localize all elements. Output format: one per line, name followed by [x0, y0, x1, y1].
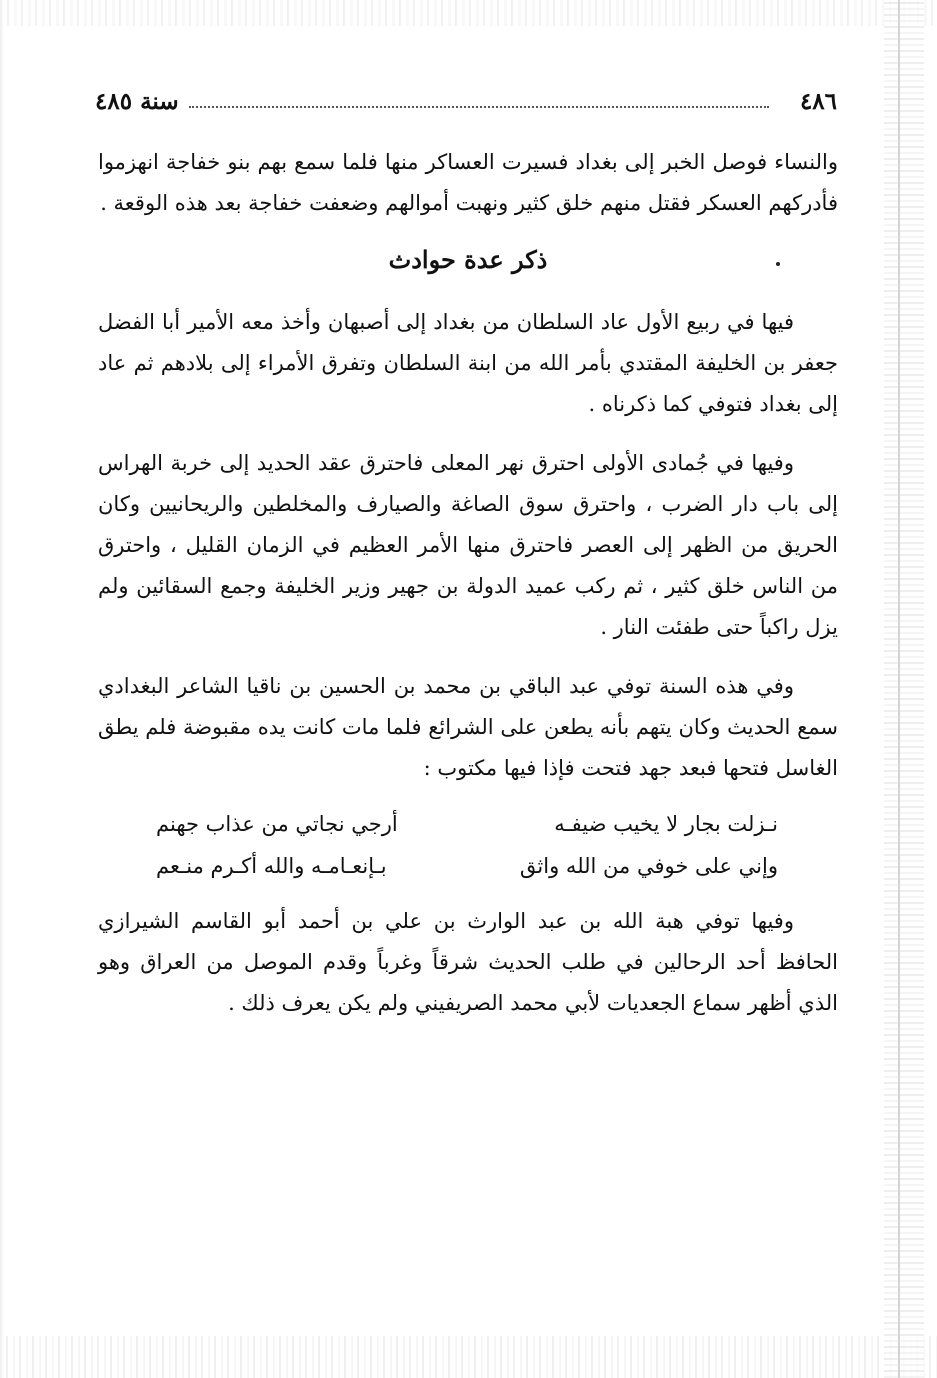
poem-line [98, 803, 838, 845]
page-number: ٤٨٦ [799, 88, 837, 115]
paragraph-gap [98, 425, 838, 443]
poem-hemistich-first: نـزلت بجار لا يخيب ضيفـه [554, 812, 778, 836]
poem-hemistich-first: وإني على خوفي من الله واثق [519, 854, 778, 878]
page-body [98, 142, 838, 1024]
scan-noise-right [884, 0, 924, 1378]
poem-hemistich-second: أرجي نجاتي من عذاب جهنم [156, 812, 398, 836]
paragraph-rabi: فيها في ربيع الأول عاد السلطان من بغداد إلى أصبهان وأخذ معه الأمير أبا الفضل جعفر بن الخليفة المقتدي بأمر الله من ابنة السلطان وتفرق الأمراء إلى بلادهم ثم عاد إلى بغداد فتوفي كما ذكرناه . [98, 310, 838, 416]
poem [98, 803, 838, 887]
scan-edge-left [0, 0, 4, 1378]
header-dotted-leader [189, 106, 769, 108]
intro-paragraph: والنساء فوصل الخبر إلى بغداد فسيرت العساكر منها فلما سمع بهم بنو خفاجة انهزموا فأدركهم العسكر فقتل منهم خلق كثير ونهبت أموالهم وضعفت خفاجة بعد هذه الوقعة . [98, 150, 838, 215]
section-heading: ذكر عدة حوادث [388, 245, 548, 274]
poem-hemistich-second: بـإنعـامـه والله أكـرم منـعم [156, 854, 387, 878]
paragraph-shirazi: وفيها توفي هبة الله بن عبد الوارث بن علي بن أحمد أبو القاسم الشيرازي الحافظ أحد الرحالين في طلب الحديث شرقاً وغرباً وقدم الموصل من العراق وهو الذي أظهر سماع الجعديات لأبي محمد الصريفيني ولم يكن يعرف ذلك . [98, 909, 838, 1015]
scan-noise-top [0, 0, 937, 26]
running-head: سنة ٤٨٥ [95, 88, 179, 115]
page-header [95, 88, 837, 124]
paragraph-fire: وفيها في جُمادى الأولى احترق نهر المعلى فاحترق عقد الحديد إلى خربة الهراس إلى باب دار الضرب ، واحترق سوق الصاغة والصيارف والمخلطين والريحانيين وكان الحريق من الظهر إلى العصر فاحترق منها الأمر العظيم في الزمان القليل ، واحترق من الناس خلق كثير ، ثم ركب عميد الدولة بن جهير وزير الخليفة وجمع السقائين ولم يزل راكباً حتى طفئت النار . [98, 451, 838, 639]
poem-line [98, 845, 838, 887]
paragraph-gap [98, 648, 838, 666]
paragraph-naqiya: وفي هذه السنة توفي عبد الباقي بن محمد بن الحسين بن ناقيا الشاعر البغدادي سمع الحديث وكان يتهم بأنه يطعن على الشرائع فلما مات كانت يده مقبوضة فلم يطق الغاسل فتحها فبعد جهد فتحت فإذا فيها مكتوب : [98, 674, 838, 780]
scan-noise-bottom [0, 1336, 937, 1378]
scan-edge-line [898, 0, 900, 1378]
